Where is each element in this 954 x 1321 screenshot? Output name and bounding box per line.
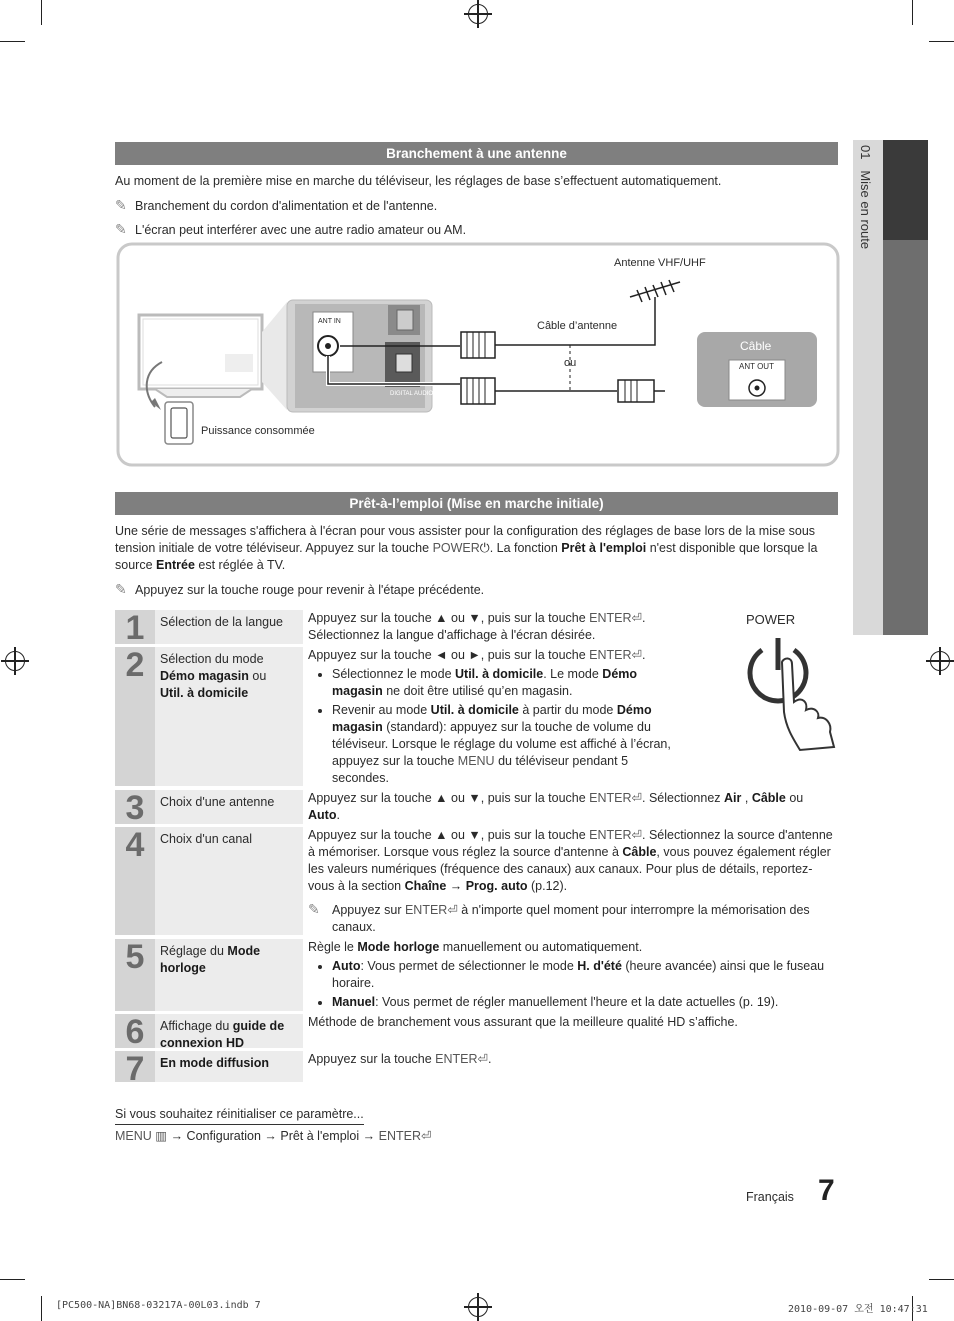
step-number: 2	[115, 647, 155, 786]
step-number: 4	[115, 827, 155, 935]
reset-heading: Si vous souhaitez réinitialiser ce paramètre...	[115, 1106, 364, 1125]
enter-icon: ⏎	[631, 648, 643, 662]
ant-out-label: ANT OUT	[739, 362, 774, 371]
crop-mark	[0, 41, 25, 42]
section-title-plug-and-play: Prêt-à-l’emploi (Mise en marche initiale)	[115, 492, 838, 515]
or-label: ou	[564, 357, 577, 369]
step-description: Règle le Mode horloge manuellement ou automatiquement. • Auto: Vous permet de sélectionner le mode H. d'été (heure avancée) ainsi que le fuseau horaire. • Manuel: Vous permet de régler manuellement l'heure et la date actuelles (p. 19).	[308, 939, 838, 1013]
page-number: 7	[818, 1174, 835, 1207]
section-title-antenna: Branchement à une antenne	[115, 142, 838, 165]
step-label: Affichage du guide de connexion HD	[155, 1014, 303, 1048]
sidebar-tab-dark	[883, 140, 928, 240]
note: ✎ Branchement du cordon d'alimentation et de l'antenne.	[115, 197, 438, 213]
pencil-note-icon: ✎	[308, 901, 320, 917]
note: ✎ Appuyez sur la touche rouge pour revenir à l'étape précédente.	[115, 581, 485, 597]
language-label: Français	[746, 1190, 794, 1204]
enter-icon: ⏎	[631, 828, 643, 842]
step-description: Appuyez sur la touche ▲ ou ▼, puis sur la touche ENTER⏎. Sélectionnez la langue d'affichage à l'écran désirée.	[308, 611, 646, 642]
step-number: 7	[115, 1051, 155, 1082]
crop-mark	[929, 1279, 954, 1280]
step-label: Sélection du mode Démo magasin ou Util. à domicile	[155, 647, 303, 786]
enter-icon: ⏎	[447, 903, 458, 917]
antenna-label: Antenne VHF/UHF	[614, 257, 706, 269]
intro-text: Au moment de la première mise en marche du téléviseur, les réglages de base s’effectuent automatiquement.	[115, 174, 722, 188]
step-row	[115, 939, 839, 1011]
step-description: Appuyez sur la touche ◄ ou ►, puis sur la touche ENTER⏎. • Sélectionnez le mode Util. à domicile. Le mode Démo magasin ne doit être utilisé qu’en magasin. • Revenir au mode Util. à domicile à partir du mode Démo magasin (standard): appuyez sur la touche de volume du téléviseur. Lorsque le réglage du volume est affiché à l’écran, appuyez sur la touche MENU du téléviseur pendant 5 secondes.	[308, 647, 683, 789]
step-row	[115, 647, 839, 786]
step-row	[115, 827, 839, 935]
power-consumption-label: Puissance consommée	[201, 425, 315, 437]
enter-icon: ⏎	[477, 1052, 489, 1066]
print-date-label: 2010-09-07 오전 10:47:31	[788, 1304, 928, 1315]
step-label: Réglage du Mode horloge	[155, 939, 303, 1011]
power-caption: POWER	[746, 612, 796, 627]
cable-label: Câble d’antenne	[537, 320, 618, 332]
enter-icon: ⏎	[420, 1129, 432, 1143]
enter-icon: ⏎	[631, 791, 643, 805]
reset-path: MENU ▥ → Configuration → Prêt à l'emploi → ENTER⏎	[115, 1129, 432, 1143]
crop-mark	[912, 0, 913, 25]
chapter-label: 01 Mise en route	[858, 145, 873, 250]
coax-connector-icon	[461, 378, 495, 404]
step-label: Choix d'une antenne	[155, 790, 303, 824]
step-number: 6	[115, 1014, 155, 1048]
sidebar-tab-mid	[883, 240, 928, 635]
step-row	[115, 1013, 839, 1051]
crop-mark	[41, 0, 42, 25]
tv-icon	[139, 315, 262, 397]
crop-mark	[0, 1279, 25, 1280]
crop-mark	[41, 1296, 42, 1321]
step-row	[115, 789, 839, 827]
registration-mark-icon	[930, 651, 950, 671]
step-description: Appuyez sur la touche ▲ ou ▼, puis sur la touche ENTER⏎. Sélectionnez la source d'antenne à mémoriser. Lorsque vous réglez la source d'antenne à Câble, vous pouvez également régler les valeurs numériques (fréquence des canaux) aux canaux. Pour plus de détails, reportez-vous à la section Chaîne → Prog. auto (p.12). ✎ Appuyez sur ENTER⏎ à n'importe quel moment pour interrompre la mémorisation des canaux.	[308, 827, 838, 936]
step-description: Appuyez sur la touche ▲ ou ▼, puis sur la touche ENTER⏎. Sélectionnez Air , Câble ou Auto.	[308, 791, 804, 822]
ant-in-label: ANT IN	[318, 318, 341, 325]
step-number: 1	[115, 610, 155, 644]
print-file-label: [PC500-NA]BN68-03217A-00L03.indb 7	[56, 1300, 261, 1311]
digital-audio-label: DIGITAL AUDIO OUT	[390, 391, 448, 397]
note: ✎ Appuyez sur ENTER⏎ à n'importe quel moment pour interrompre la mémorisation des canaux.	[308, 901, 810, 934]
pencil-note-icon: ✎	[115, 197, 127, 213]
coax-connector-icon	[461, 332, 495, 358]
pencil-note-icon: ✎	[115, 581, 127, 597]
step-label: Sélection de la langue	[155, 610, 303, 644]
step-description: Méthode de branchement vous assurant que la meilleure qualité HD s’affiche.	[308, 1015, 738, 1029]
step-label: En mode diffusion	[155, 1051, 303, 1082]
registration-mark-icon	[468, 1297, 488, 1317]
note: ✎ L'écran peut interférer avec une autre radio amateur ou AM.	[115, 221, 467, 237]
step-row	[115, 1050, 839, 1088]
step-label: Choix d'un canal	[155, 827, 303, 935]
registration-mark-icon	[468, 4, 488, 24]
pencil-note-icon: ✎	[115, 221, 127, 237]
menu-icon: ▥	[155, 1129, 168, 1143]
power-icon: ⏻	[479, 541, 490, 555]
enter-icon: ⏎	[631, 611, 643, 625]
crop-mark	[929, 41, 954, 42]
registration-mark-icon	[5, 651, 25, 671]
cable-box-label: Câble	[740, 339, 772, 353]
step-number: 5	[115, 939, 155, 1011]
step-description: Appuyez sur la touche ENTER⏎.	[308, 1052, 492, 1066]
step-row	[115, 609, 839, 647]
intro-text: Une série de messages s'affichera à l'écran pour vous assister pour la configuration des réglages de base lors de la mise sous tension initiale de votre téléviseur. Appuyez sur la touche POWER⏻. La fonction Prêt à l'emploi n'est disponible que lorsque la source Entrée est réglée à TV.	[115, 524, 818, 572]
step-number: 3	[115, 790, 155, 824]
